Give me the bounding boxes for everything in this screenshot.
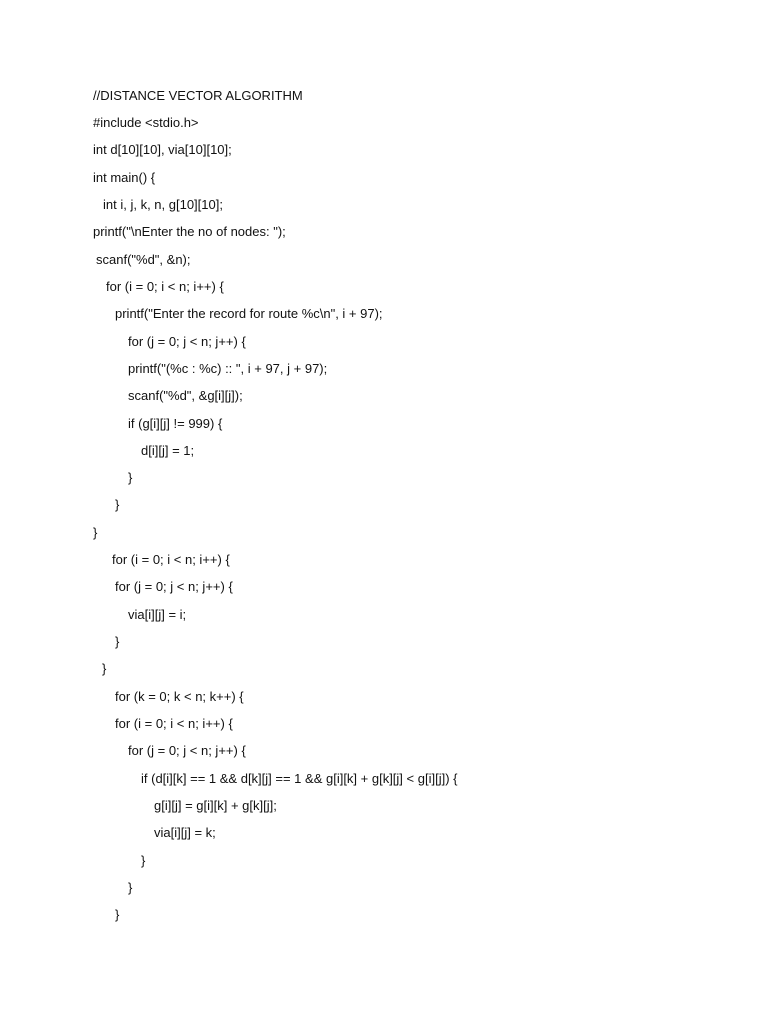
code-line: int d[10][10], via[10][10]; xyxy=(93,142,232,157)
code-line: for (j = 0; j < n; j++) { xyxy=(128,743,246,758)
code-line: scanf("%d", &n); xyxy=(96,252,191,267)
code-line: } xyxy=(115,907,120,922)
code-line: printf("\nEnter the no of nodes: "); xyxy=(93,224,286,239)
code-line: int i, j, k, n, g[10][10]; xyxy=(103,197,223,212)
code-line: g[i][j] = g[i][k] + g[k][j]; xyxy=(154,798,277,813)
code-line: via[i][j] = k; xyxy=(154,825,216,840)
code-line: for (i = 0; i < n; i++) { xyxy=(112,552,230,567)
code-line: printf("Enter the record for route %c\n", i + 97); xyxy=(115,306,383,321)
code-line: printf("(%c : %c) :: ", i + 97, j + 97); xyxy=(128,361,328,376)
code-line: for (i = 0; i < n; i++) { xyxy=(115,716,233,731)
code-line: //DISTANCE VECTOR ALGORITHM xyxy=(93,88,303,103)
code-line: } xyxy=(93,525,98,540)
code-line: #include <stdio.h> xyxy=(93,115,199,130)
code-line: for (i = 0; i < n; i++) { xyxy=(106,279,224,294)
code-line: scanf("%d", &g[i][j]); xyxy=(128,388,243,403)
code-line: via[i][j] = i; xyxy=(128,607,187,622)
code-line: if (d[i][k] == 1 && d[k][j] == 1 && g[i][k] + g[k][j] < g[i][j]) { xyxy=(141,771,458,786)
code-line: } xyxy=(141,853,146,868)
code-line: for (j = 0; j < n; j++) { xyxy=(115,579,233,594)
code-line: } xyxy=(102,661,107,676)
code-line: } xyxy=(128,880,133,895)
code-line: } xyxy=(128,470,133,485)
code-line: for (j = 0; j < n; j++) { xyxy=(128,334,246,349)
code-line: } xyxy=(115,634,120,649)
code-line: } xyxy=(115,497,120,512)
code-line: if (g[i][j] != 999) { xyxy=(128,416,223,431)
code-line: d[i][j] = 1; xyxy=(141,443,195,458)
code-line: for (k = 0; k < n; k++) { xyxy=(115,689,244,704)
code-line: int main() { xyxy=(93,170,156,185)
